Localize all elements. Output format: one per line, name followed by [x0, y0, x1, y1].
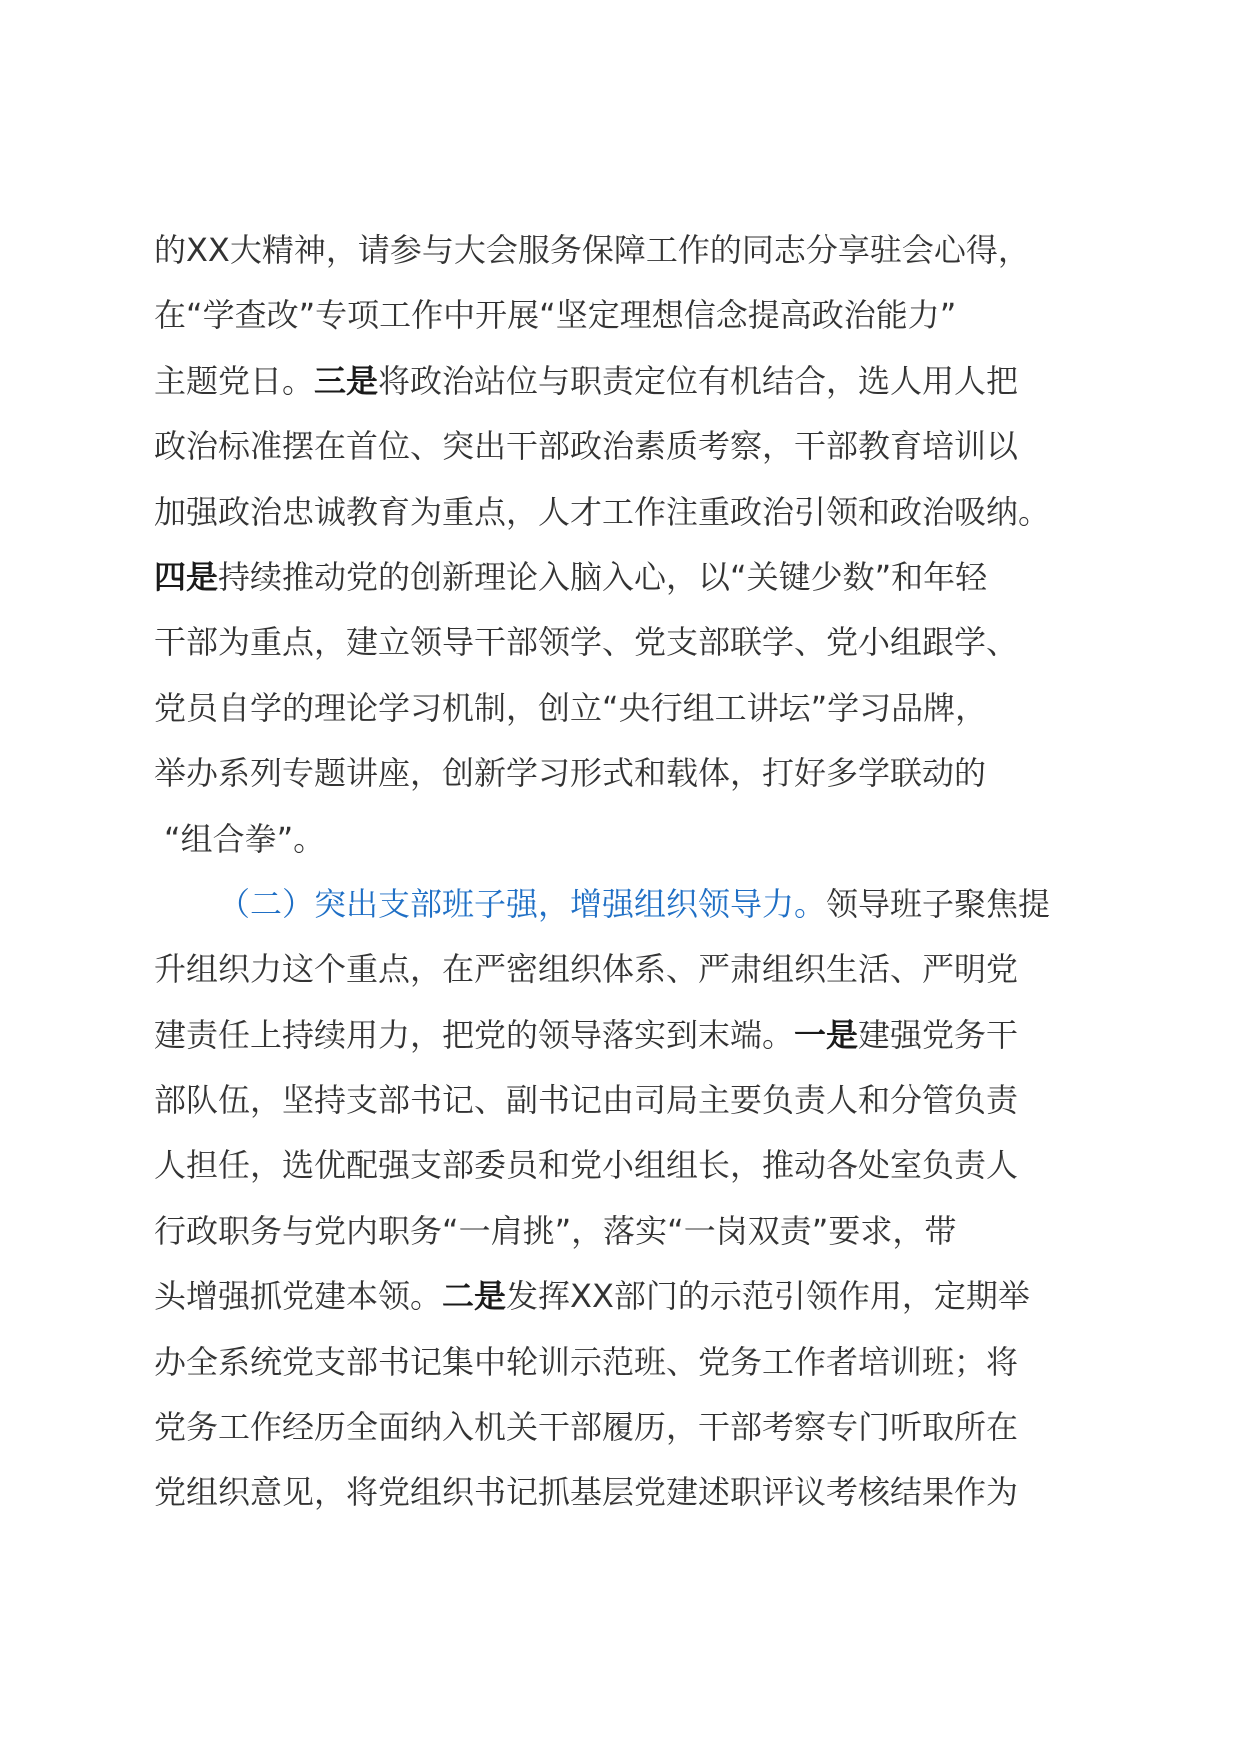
- text-segment: 将政治站位与职责定位有机结合，选人用人把: [378, 361, 1019, 400]
- text-line: [154, 218, 1094, 283]
- text-segment: 加强政治忠诚教育为重点，人才工作注重政治引领和政治吸纳。: [154, 492, 1051, 531]
- text-segment: 建强党务干: [858, 1015, 1019, 1054]
- text-line: [154, 1133, 1094, 1198]
- enumeration-marker: 三是: [314, 361, 379, 400]
- text-segment: 党员自学的理论学习机制，创立“央行组工讲坛”学习品牌，: [154, 688, 988, 727]
- text-line: [154, 1003, 1094, 1068]
- text-line: [154, 283, 1094, 348]
- text-line: [154, 545, 1094, 610]
- text-segment: 党组织意见，将党组织书记抓基层党建述职评议考核结果作为: [154, 1473, 1019, 1512]
- text-segment: 头增强抓党建本领。: [154, 1277, 443, 1316]
- text-line: [154, 480, 1094, 545]
- text-line: [154, 1068, 1094, 1133]
- text-segment: 部队伍，坚持支部书记、副书记由司局主要负责人和分管负责: [154, 1081, 1019, 1120]
- text-segment: 领导班子聚焦提: [826, 884, 1051, 923]
- text-segment: 干部为重点，建立领导干部领学、党支部联学、党小组跟学、: [154, 623, 1019, 662]
- enumeration-marker: 四是: [154, 557, 219, 596]
- text-line: [154, 1330, 1094, 1395]
- text-line: [154, 1395, 1094, 1460]
- text-line: [154, 937, 1094, 1002]
- text-segment: 举办系列专题讲座，创新学习形式和载体，打好多学联动的: [154, 754, 987, 793]
- text-segment: 人担任，选优配强支部委员和党小组组长，推动各处室负责人: [154, 1146, 1019, 1185]
- text-line: [154, 610, 1094, 675]
- text-line: [154, 872, 1094, 937]
- text-line: [154, 1264, 1094, 1329]
- text-segment: 行政职务与党内职务“一肩挑”，落实“一岗双责”要求，带: [154, 1211, 957, 1250]
- text-line: [154, 1460, 1094, 1525]
- text-segment: “组合拳”。: [164, 819, 326, 858]
- text-segment: 主题党日。: [154, 361, 315, 400]
- text-line: [154, 741, 1094, 806]
- text-segment: 发挥XX部门的示范引领作用，定期举: [506, 1277, 1030, 1316]
- enumeration-marker: 二是: [442, 1277, 507, 1316]
- text-line: [154, 1199, 1094, 1264]
- text-line: [154, 349, 1094, 414]
- text-segment: 的XX大精神，请参与大会服务保障工作的同志分享驻会心得，: [154, 231, 1030, 269]
- text-segment: 建责任上持续用力，把党的领导落实到末端。: [154, 1015, 795, 1054]
- document-body: [154, 218, 1094, 1526]
- text-line: [154, 807, 1094, 872]
- text-segment: 在“学查改”专项工作中开展“坚定理想信念提高政治能力”: [154, 296, 957, 335]
- text-segment: 办全系统党支部书记集中轮训示范班、党务工作者培训班；将: [154, 1342, 1019, 1381]
- text-segment: 政治标准摆在首位、突出干部政治素质考察，干部教育培训以: [154, 427, 1019, 466]
- text-segment: 党务工作经历全面纳入机关干部履历，干部考察专门听取所在: [154, 1408, 1019, 1447]
- text-line: [154, 414, 1094, 479]
- text-segment: 持续推动党的创新理论入脑入心，以“关键少数”和年轻: [218, 557, 988, 596]
- section-heading: （二）突出支部班子强，增强组织领导力。: [218, 884, 827, 923]
- text-line: [154, 676, 1094, 741]
- text-segment: 升组织力这个重点，在严密组织体系、严肃组织生活、严明党: [154, 950, 1019, 989]
- enumeration-marker: 一是: [794, 1015, 859, 1054]
